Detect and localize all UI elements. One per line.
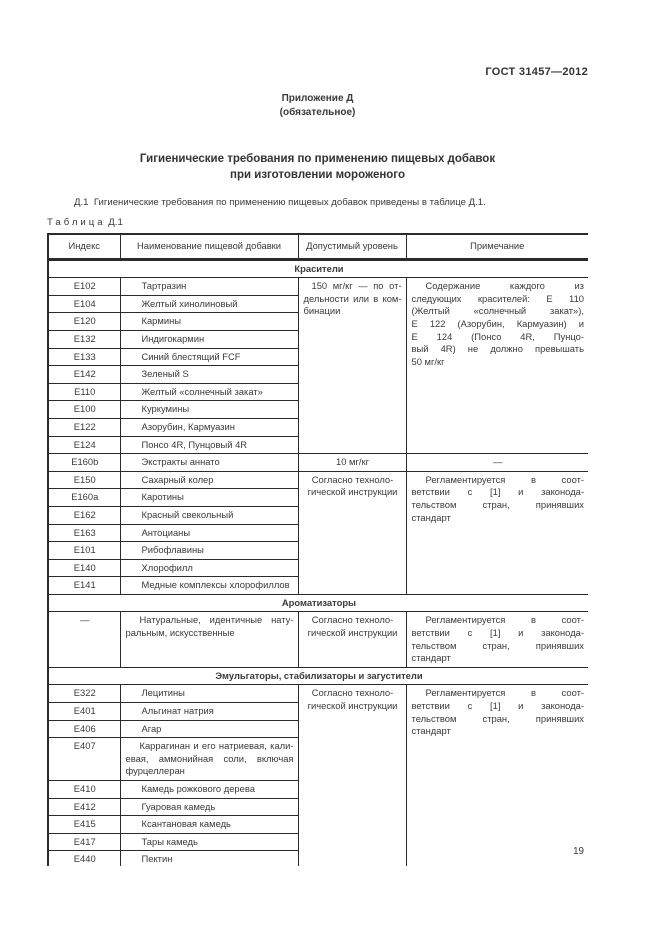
name-cell: Куркумины <box>120 401 298 419</box>
section-row <box>48 594 588 612</box>
table-row <box>48 685 588 703</box>
appendix-type: (обязательное) <box>279 106 356 118</box>
name-cell: Камедь рожкового дерева <box>120 781 298 799</box>
note-cell: — <box>406 454 588 472</box>
index-cell: Е102 <box>48 278 120 296</box>
index-cell: Е162 <box>48 506 120 524</box>
col-header-level: Допустимый уровень <box>298 234 406 259</box>
name-cell: Антоцианы <box>120 524 298 542</box>
name-cell: Пектин <box>120 851 298 866</box>
note-cell: Регламентируется в соот- ветствии с [1] и законода- тельством стран, принявших стандарт <box>406 685 588 866</box>
table-label-number: Д.1 <box>108 217 123 228</box>
name-cell: Зеленый S <box>120 366 298 384</box>
name-cell: Синий блестящий FCF <box>120 348 298 366</box>
index-cell: Е163 <box>48 524 120 542</box>
level-cell: Согласно техноло- гической инструкции <box>298 612 406 667</box>
name-cell: Кармины <box>120 313 298 331</box>
index-cell: Е322 <box>48 685 120 703</box>
name-cell: Желтый хинолиновый <box>120 295 298 313</box>
page-title-line1: Гигиенические требования по применению пищевых добавок <box>139 153 496 165</box>
note-cell: Содержание каждого из следующих красителей: Е 110 (Желтый «солнечный закат»), Е 122 (Азорубин, Кармуазин) и Е 124 (Понсо 4R, Пунцо- вый 4R) не должно превышать 50 мг/кг <box>406 278 588 454</box>
index-cell: Е160a <box>48 489 120 507</box>
section-label: Ароматизаторы <box>48 594 588 612</box>
name-cell: Ксантановая камедь <box>120 816 298 834</box>
name-cell: Индигокармин <box>120 330 298 348</box>
name-cell: Хлорофилл <box>120 559 298 577</box>
name-cell: Гуаровая камедь <box>120 798 298 816</box>
table-row <box>48 454 588 472</box>
index-cell: Е410 <box>48 781 120 799</box>
intro-paragraph: Д.1 Гигиенические требования по применению пищевых добавок приведены в таблице Д.1. <box>74 197 486 208</box>
table-label-word: Таблица <box>47 217 106 228</box>
index-cell: Е124 <box>48 436 120 454</box>
appendix-heading <box>47 92 588 119</box>
index-cell: Е132 <box>48 330 120 348</box>
col-header-note: Примечание <box>406 234 588 259</box>
level-cell: Согласно техноло- гической инструкции <box>298 471 406 594</box>
section-label: Эмульгаторы, стабилизаторы и загустители <box>48 667 588 685</box>
index-cell: Е406 <box>48 720 120 738</box>
index-cell: Е100 <box>48 401 120 419</box>
index-cell: Е407 <box>48 738 120 781</box>
name-cell: Тары камедь <box>120 833 298 851</box>
name-cell: Альгинат натрия <box>120 703 298 721</box>
name-cell: Медные комплексы хлорофиллов <box>120 577 298 595</box>
col-header-name: Наименование пищевой добавки <box>120 234 298 259</box>
name-cell: Натуральные, идентичные нату- ральным, искусственные <box>120 612 298 667</box>
section-row <box>48 259 588 278</box>
page-title-line2: при изготовлении мороженого <box>230 169 405 181</box>
note-cell: Регламентируется в соот- ветствии с [1] и законода- тельством стран, принявших стандарт <box>406 471 588 594</box>
note-cell: Регламентируется в соот- ветствии с [1] и законода- тельством стран, принявших стандарт <box>406 612 588 667</box>
col-header-index: Индекс <box>48 234 120 259</box>
section-row <box>48 667 588 685</box>
index-cell: Е122 <box>48 418 120 436</box>
table-row <box>48 612 588 667</box>
index-cell: Е101 <box>48 542 120 560</box>
name-cell: Рибофлавины <box>120 542 298 560</box>
index-cell: Е440 <box>48 851 120 866</box>
name-cell: Понсо 4R, Пунцовый 4R <box>120 436 298 454</box>
table-row <box>48 278 588 296</box>
table-row <box>48 471 588 489</box>
index-cell: Е412 <box>48 798 120 816</box>
additives-table <box>47 233 588 866</box>
table-label <box>47 216 588 229</box>
table-body <box>48 259 588 866</box>
index-cell: Е120 <box>48 313 120 331</box>
name-cell: Каротины <box>120 489 298 507</box>
name-cell: Тартразин <box>120 278 298 296</box>
name-cell: Азорубин, Кармуазин <box>120 418 298 436</box>
name-cell: Экстракты аннато <box>120 454 298 472</box>
name-cell: Агар <box>120 720 298 738</box>
name-cell: Лецитины <box>120 685 298 703</box>
index-cell: Е142 <box>48 366 120 384</box>
index-cell: Е417 <box>48 833 120 851</box>
level-cell: Согласно техноло- гической инструкции <box>298 685 406 866</box>
index-cell: Е141 <box>48 577 120 595</box>
name-cell: Желтый «солнечный закат» <box>120 383 298 401</box>
index-cell: Е104 <box>48 295 120 313</box>
section-label: Красители <box>48 259 588 278</box>
index-cell: — <box>48 612 120 667</box>
name-cell: Сахарный колер <box>120 471 298 489</box>
index-cell: Е150 <box>48 471 120 489</box>
index-cell: Е110 <box>48 383 120 401</box>
standard-number: ГОСТ 31457—2012 <box>485 66 588 78</box>
table-crop <box>47 233 588 866</box>
name-cell: Красный свекольный <box>120 506 298 524</box>
table-header-row <box>48 234 588 259</box>
name-cell: Каррагинан и его натриевая, кали- евая, аммонийная соли, включая фурцеллеран <box>120 738 298 781</box>
appendix-title: Приложение Д <box>281 93 354 104</box>
index-cell: Е133 <box>48 348 120 366</box>
index-cell: Е160b <box>48 454 120 472</box>
level-cell: 150 мг/кг — по от- дельности или в ком- бинации <box>298 278 406 454</box>
index-cell: Е401 <box>48 703 120 721</box>
page-number: 19 <box>573 846 584 857</box>
level-cell: 10 мг/кг <box>298 454 406 472</box>
page-title <box>47 151 588 183</box>
index-cell: Е140 <box>48 559 120 577</box>
index-cell: Е415 <box>48 816 120 834</box>
